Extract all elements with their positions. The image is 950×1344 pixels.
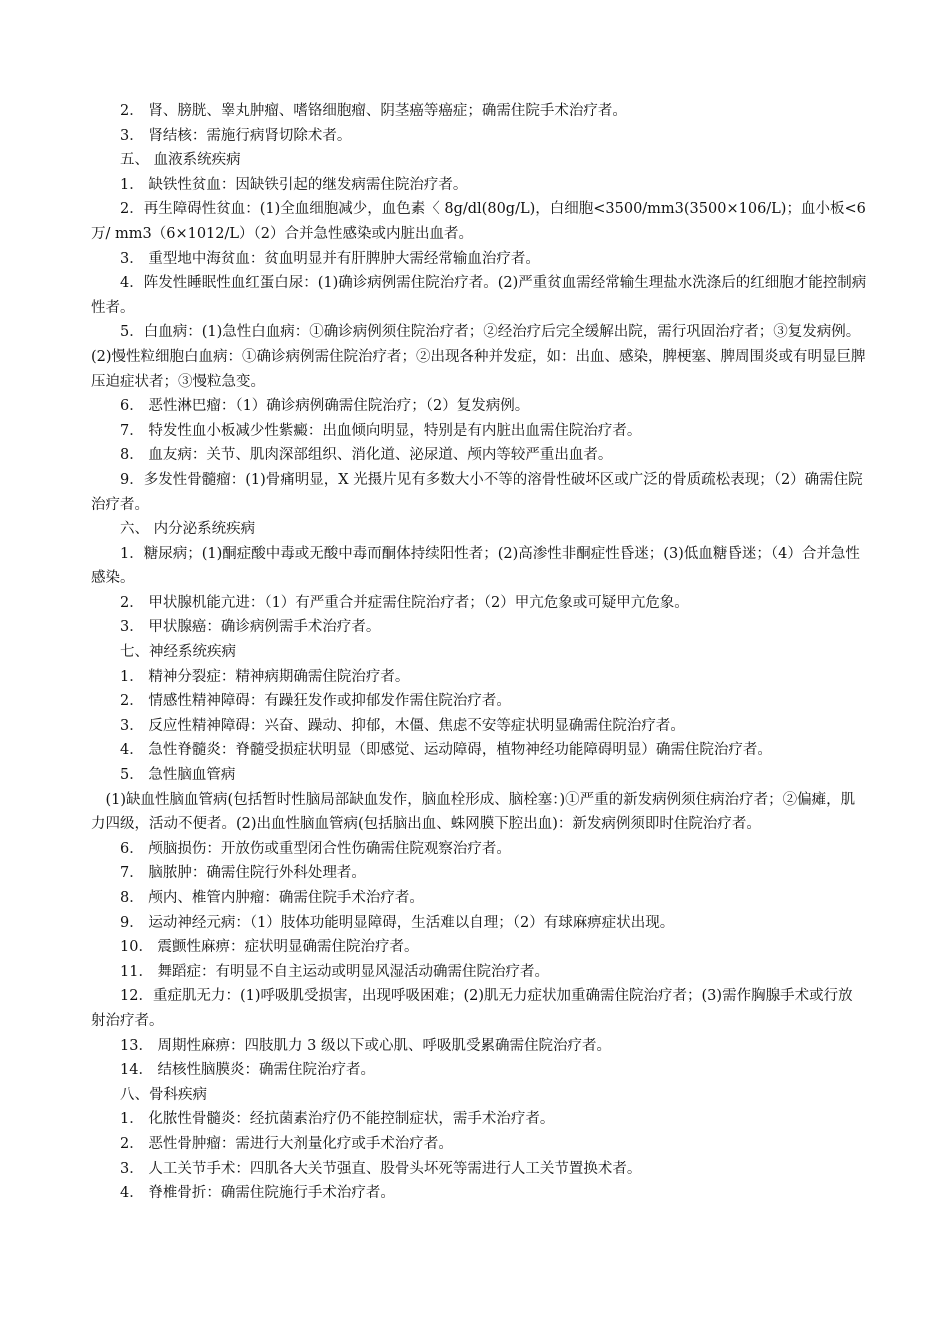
section-heading: 八、骨科疾病	[120, 1086, 207, 1103]
section-heading: 六、 内分泌系统疾病	[120, 521, 256, 538]
paragraph: 2．再生障碍性贫血：(1)全血细胞减少，血色素〈 8g/dl(80g/L)，白细胞<3500/mm3(3500×106/L)；血小板<6 万/ mm3（6×1012/L）（2）合并急性感染或内脏出血者。	[91, 201, 866, 242]
paragraph: 3． 肾结核：需施行病肾切除术者。	[120, 127, 352, 144]
paragraph: 14． 结核性脑膜炎：确需住院治疗者。	[120, 1062, 376, 1079]
paragraph: 1．糖尿病；(1)酮症酸中毒或无酸中毒而酮体持续阳性者；(2)高渗性非酮症性昏迷；(3)低血糖昏迷；（4）合并急性感染。	[91, 545, 860, 587]
paragraph: 3． 重型地中海贫血：贫血明显并有肝脾肿大需经常输血治疗者。	[120, 250, 540, 267]
paragraph: 5． 急性脑血管病	[120, 767, 236, 784]
paragraph: 2． 恶性骨肿瘤：需进行大剂量化疗或手术治疗者。	[120, 1135, 453, 1152]
paragraph: 1． 精神分裂症：精神病期确需住院治疗者。	[120, 668, 410, 685]
paragraph: 5．白血病：(1)急性白血病：①确诊病例须住院治疗者；②经治疗后完全缓解出院，需行巩固治疗者；③复发病例。(2)慢性粒细胞白血病：①确诊病例需住院治疗者；②出现各种并发症，如：出血、感染，脾梗塞、脾周围炎或有明显巨脾压迫症状者；③慢粒急变。	[91, 324, 866, 390]
paragraph: (1)缺血性脑血管病(包括暂时性脑局部缺血发作，脑血栓形成、脑栓塞：)①严重的新发病例须住病治疗者；②偏瘫，肌力四级，活动不便者。(2)出血性脑血管病(包括脑出血、蛛网膜下腔出血)：新发病例须即时住院治疗者。	[91, 791, 856, 833]
paragraph: 8． 血友病：关节、肌肉深部组织、消化道、泌尿道、颅内等较严重出血者。	[120, 447, 613, 464]
section-heading: 五、 血液系统疾病	[120, 152, 241, 169]
paragraph: 6． 颅脑损伤：开放伤或重型闭合性伤确需住院观察治疗者。	[120, 840, 511, 857]
section-heading: 七、神经系统疾病	[120, 644, 236, 661]
paragraph: 7． 特发性血小板减少性紫癜：出血倾向明显，特别是有内脏出血需住院治疗者。	[120, 422, 642, 439]
paragraph: 8． 颅内、椎管内肿瘤：确需住院手术治疗者。	[120, 890, 424, 906]
paragraph: 4． 急性脊髓炎：脊髓受损症状明显（即感觉、运动障碍，植物神经功能障碍明显）确需住院治疗者。	[120, 742, 772, 759]
paragraph: 9．多发性骨髓瘤：(1)骨痛明显，X 光摄片见有多数大小不等的溶骨性破坏区或广泛的骨质疏松表现；（2）确需住院治疗者。	[91, 471, 863, 513]
paragraph: 2． 肾、膀胱、睾丸肿瘤、嗜铬细胞瘤、阴茎癌等癌症；确需住院手术治疗者。	[120, 103, 627, 119]
paragraph: 9． 运动神经元病：（1）肢体功能明显障碍，生活难以自理；（2）有球麻痹症状出现。	[120, 914, 675, 931]
paragraph: 4．阵发性睡眠性血红蛋白尿：(1)确诊病例需住院治疗者。(2)严重贫血需经常输生理盐水洗涤后的红细胞才能控制病性者。	[91, 275, 867, 316]
paragraph: 12．重症肌无力：(1)呼吸肌受损害，出现呼吸困难；(2)肌无力症状加重确需住院治疗者；(3)需作胸腺手术或行放射治疗者。	[91, 988, 853, 1029]
paragraph: 4． 脊椎骨折：确需住院施行手术治疗者。	[120, 1185, 395, 1202]
paragraph: 1． 缺铁性贫血：因缺铁引起的继发病需住院治疗者。	[120, 176, 468, 193]
document-page	[91, 99, 867, 1206]
paragraph: 6． 恶性淋巴瘤：（1）确诊病例确需住院治疗；（2）复发病例。	[120, 398, 530, 415]
paragraph: 2． 甲状腺机能亢进：（1）有严重合并症需住院治疗者；（2）甲亢危象或可疑甲亢危象。	[120, 594, 689, 611]
paragraph: 3． 人工关节手术：四肌各大关节强直、股骨头坏死等需进行人工关节置换术者。	[120, 1160, 642, 1177]
paragraph: 7． 脑脓肿：确需住院行外科处理者。	[120, 865, 366, 882]
paragraph: 2． 情感性精神障碍：有躁狂发作或抑郁发作需住院治疗者。	[120, 693, 511, 710]
paragraph: 3． 甲状腺癌：确诊病例需手术治疗者。	[120, 619, 381, 636]
paragraph: 10． 震颤性麻痹：症状明显确需住院治疗者。	[120, 939, 419, 956]
paragraph: 11． 舞蹈症：有明显不自主运动或明显风湿活动确需住院治疗者。	[120, 963, 550, 980]
paragraph: 3． 反应性精神障碍：兴奋、躁动、抑郁，木僵、焦虑不安等症状明显确需住院治疗者。	[120, 717, 685, 734]
paragraph: 13． 周期性麻痹：四肢肌力 3 级以下或心肌、呼吸肌受累确需住院治疗者。	[120, 1037, 612, 1054]
paragraph: 1． 化脓性骨髓炎：经抗菌素治疗仍不能控制症状，需手术治疗者。	[120, 1111, 555, 1128]
